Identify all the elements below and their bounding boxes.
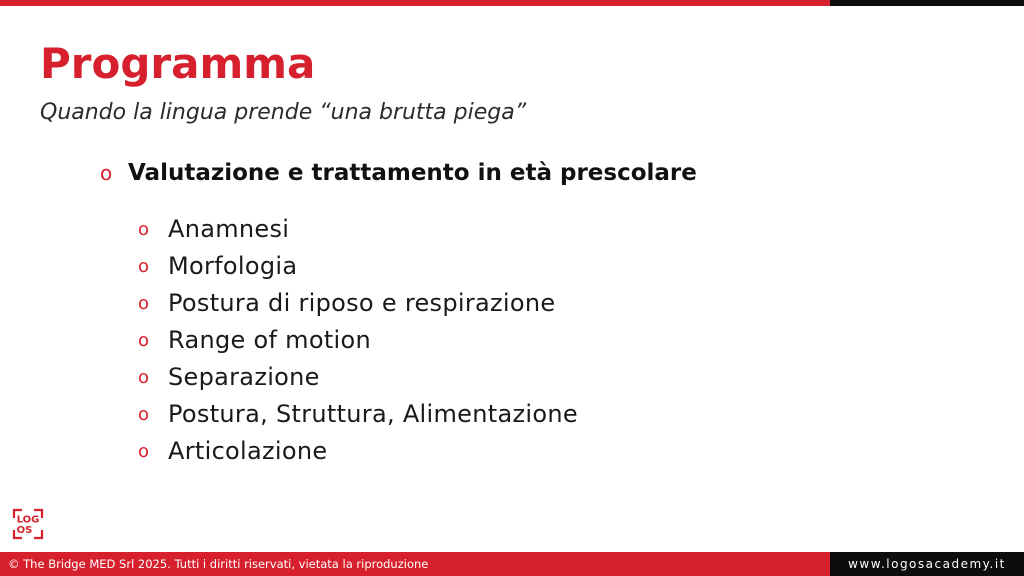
list-item-text: Articolazione bbox=[168, 437, 328, 465]
bullet-circle-icon: o bbox=[138, 404, 150, 425]
main-bullet-item bbox=[100, 156, 697, 190]
bullet-circle-icon: o bbox=[138, 219, 150, 240]
footer-copyright-bar bbox=[0, 552, 830, 576]
bullet-circle-icon: o bbox=[138, 330, 150, 351]
list-item bbox=[138, 433, 578, 470]
bullet-circle-icon: o bbox=[100, 161, 113, 185]
bullet-circle-icon: o bbox=[138, 256, 150, 277]
list-item-text: Range of motion bbox=[168, 326, 371, 354]
bullet-circle-icon: o bbox=[138, 367, 150, 388]
list-item bbox=[138, 396, 578, 433]
slide-subtitle: Quando la lingua prende “una brutta piega” bbox=[40, 100, 527, 125]
list-item bbox=[138, 211, 578, 248]
bullet-circle-icon: o bbox=[138, 293, 150, 314]
list-item bbox=[138, 359, 578, 396]
bullet-circle-icon: o bbox=[138, 441, 150, 462]
footer-website-bar bbox=[830, 552, 1024, 576]
sub-bullet-list bbox=[138, 211, 578, 470]
main-item-text: Valutazione e trattamento in età prescolare bbox=[128, 160, 697, 186]
logo-text-line1: LOG bbox=[16, 514, 40, 526]
list-item bbox=[138, 322, 578, 359]
logo-text-line2: OS bbox=[16, 525, 33, 536]
top-accent-bar-black bbox=[830, 0, 1024, 6]
slide-title: Programma bbox=[40, 39, 316, 88]
logos-logo-icon bbox=[12, 508, 44, 540]
list-item-text: Separazione bbox=[168, 363, 320, 391]
list-item-text: Morfologia bbox=[168, 252, 298, 280]
list-item-text: Postura, Struttura, Alimentazione bbox=[168, 400, 578, 428]
footer-copyright-text: © The Bridge MED Srl 2025. Tutti i diritti riservati, vietata la riproduzione bbox=[8, 557, 429, 571]
top-accent-bar-red bbox=[0, 0, 830, 6]
footer-website-text: www.logosacademy.it bbox=[848, 557, 1006, 571]
list-item-text: Postura di riposo e respirazione bbox=[168, 289, 556, 317]
list-item bbox=[138, 285, 578, 322]
list-item bbox=[138, 248, 578, 285]
list-item-text: Anamnesi bbox=[168, 215, 290, 243]
